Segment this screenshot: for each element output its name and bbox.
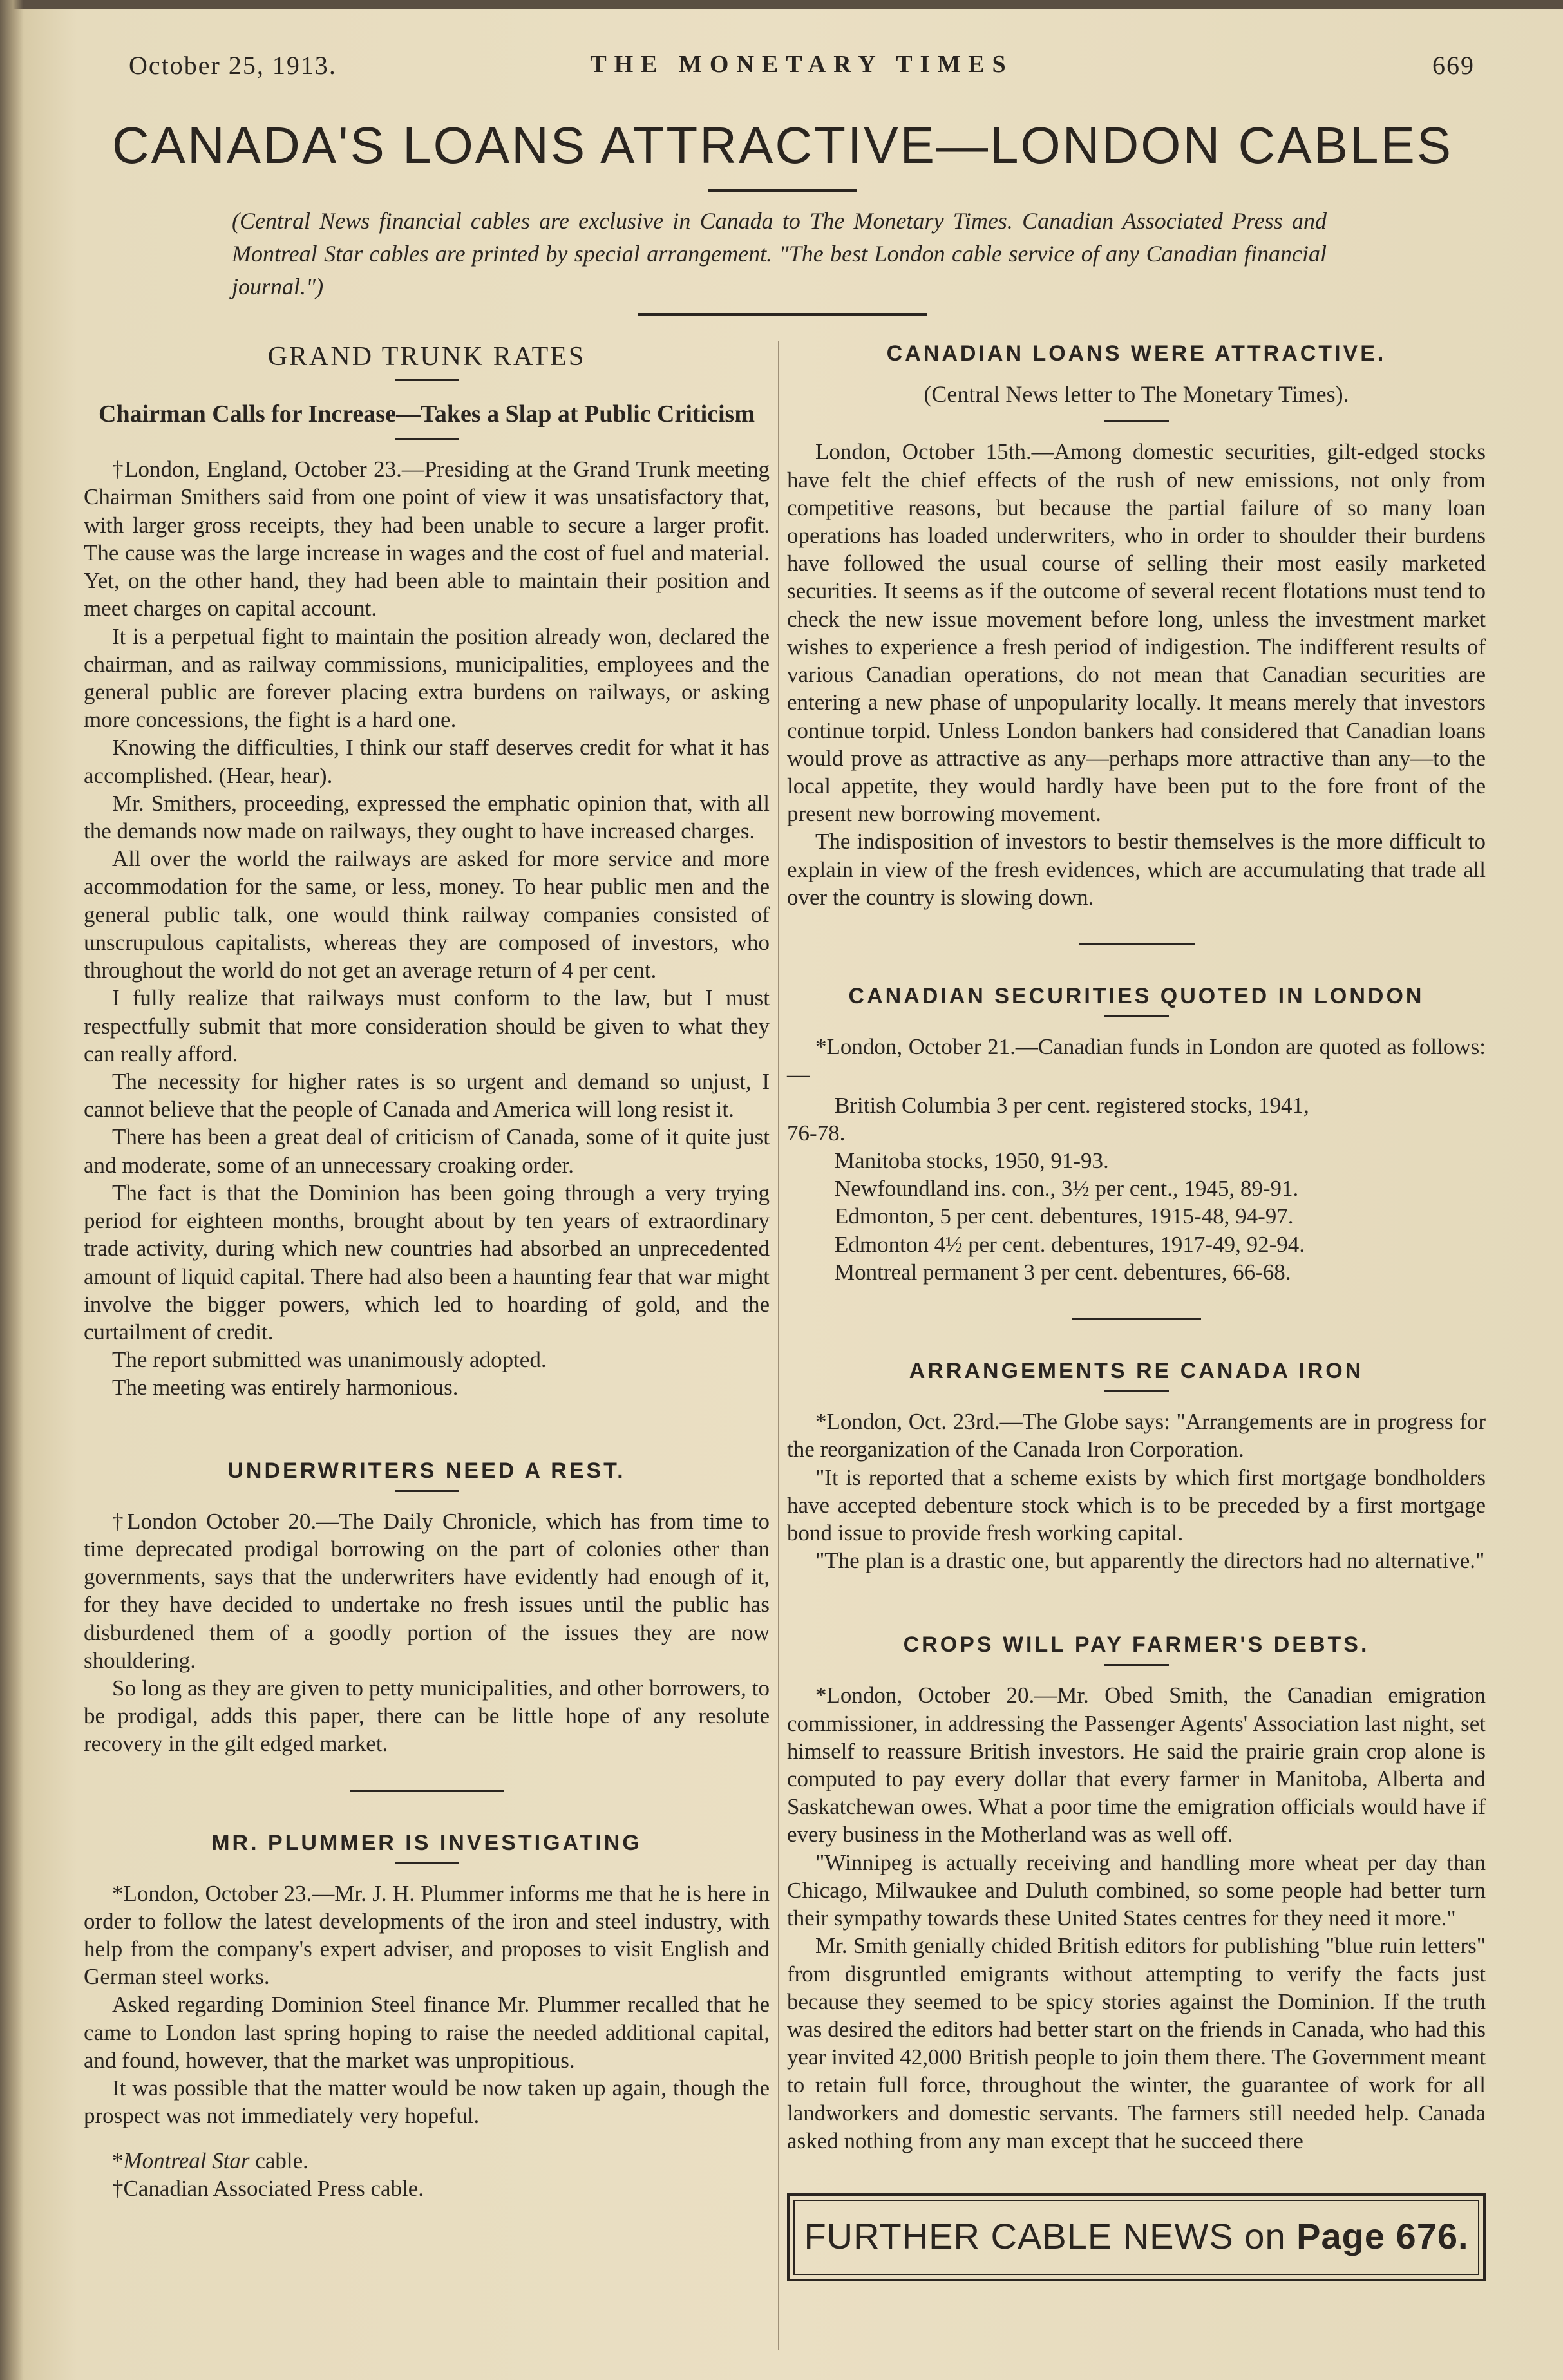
crops-article — [787, 1632, 1486, 2155]
quote-item: Manitoba stocks, 1950, 91-93. — [835, 1148, 1109, 1173]
plummer-heading: MR. PLUMMER IS INVESTIGATING — [211, 1830, 642, 1855]
paragraph: It is a perpetual fight to maintain the position already won, declared the chairman, and as railway commissions, municipalities, employees and the general public are forever placing extra burdens on railways, or asking more concessions, the fight is a hard one. — [84, 623, 770, 733]
securities-article — [787, 984, 1486, 1286]
issue-date: October 25, 1913. — [129, 51, 337, 80]
quote-item: Edmonton, 5 per cent. debentures, 1915-48, 94-97. — [835, 1204, 1294, 1229]
article-separator — [1079, 943, 1195, 945]
paragraph: *London, October 20.—Mr. Obed Smith, the Canadian emigration commissioner, in addressing the Passenger Agents' Association last night, set himself to reassure British investors. He said the prairie grain crop alone is computed to pay every dollar that every farmer in Manitoba, Alberta and Saskatchewan owes. What a poor time the emigration officials would have if every business in the Motherland was as well off. — [787, 1683, 1486, 1847]
footnote-cap: †Canadian Associated Press cable. — [112, 2176, 424, 2202]
subheading-rule — [395, 438, 459, 440]
footnote-source: Montreal Star — [123, 2148, 250, 2173]
paragraph: Knowing the difficulties, I think our staff deserves credit for what it has accomplished. (Hear, hear). — [84, 735, 770, 788]
grand-trunk-article — [84, 341, 770, 1402]
heading-rule — [395, 1490, 459, 1492]
paragraph: All over the world the railways are asked for more service and more accommodation for the same, or less, money. To hear public men and the general public talk, one would think railway companies consisted of unscrupulous capitalists, whereas they are composed of investors, who throughout the world do not get an average return of 4 per cent. — [84, 846, 770, 983]
intro-note: (Central News financial cables are exclusive in Canada to The Monetary Times. Canadian Associated Press and Montreal Star cables are printed by special arrangement. "The best London cable service of any Canadian financial journal.") — [232, 208, 1327, 300]
paragraph: *London, Oct. 23rd.—The Globe says: "Arrangements are in progress for the reorganization of the Canada Iron Corporation. — [787, 1409, 1486, 1462]
footnotes — [84, 2147, 770, 2204]
heading-rule — [395, 379, 459, 381]
article-separator — [350, 1790, 504, 1792]
underwriters-article — [84, 1459, 770, 1758]
further-cable-news-text — [793, 2200, 1479, 2275]
quote-item: Montreal permanent 3 per cent. debentures, 66-68. — [835, 1259, 1291, 1285]
canada-iron-article — [787, 1359, 1486, 1574]
paragraph: †London October 20.—The Daily Chronicle, which has from time to time deprecated prodigal borrowing on the part of colonies other than governments, says that the underwriters have evidently had enough of it, for they have decided to undertake no fresh issues until the public has disburdened them of a goodly portion of the issues they are now shouldering. — [84, 1508, 770, 1673]
paragraph: So long as they are given to petty municipalities, and other borrowers, to be prodigal, adds this paper, there can be little hope of any resolute recovery in the gilt edged market. — [84, 1675, 770, 1757]
quote-item: 76-78. — [787, 1120, 846, 1146]
article-separator — [1072, 1318, 1201, 1320]
running-head — [129, 50, 1475, 89]
crops-heading: CROPS WILL PAY FARMER'S DEBTS. — [903, 1632, 1370, 1658]
quote-item: Newfoundland ins. con., 3½ per cent., 1945, 89-91. — [835, 1176, 1299, 1202]
scan-top-edge — [0, 0, 1563, 9]
intro-rule — [638, 313, 927, 316]
paragraph: London, October 15th.—Among domestic securities, gilt-edged stocks have felt the chief effects of the rush of new emissions, not only from competitive reasons, but because the partial failure of so many loan operations has loaded underwriters, who in order to shoulder their burdens have followed the usual course of selling their most easily marketed securities. It seems as if the outcome of several recent flotations must tend to check the new issue movement before long, unless the investment market wishes to experience a fresh period of indigestion. The indifferent results of various Canadian operations, do not mean that Canadian securities are entering a new phase of unpopularity locally. It means merely that investors continue torpid. Unless London bankers had considered that Canadian loans would prove as attractive as any—perhaps more attractive than any—to the local appetite, they would hardly have been put to the fore front of the present new borrowing movement. — [787, 439, 1486, 827]
heading-rule — [1104, 1015, 1169, 1017]
binding-shadow — [0, 0, 23, 2380]
paragraph: There has been a great deal of criticism of Canada, some of it quite just and moderate, some of an unnecessary croaking order. — [84, 1124, 770, 1178]
paragraph: "It is reported that a scheme exists by which first mortgage bondholders have accepted debenture stock which is to be preceded by a first mortgage bond issue to provide fresh working capital. — [787, 1464, 1486, 1545]
canada-iron-heading: ARRANGEMENTS RE CANADA IRON — [909, 1359, 1364, 1384]
loans-attractive-article — [787, 341, 1486, 911]
paragraph: The necessity for higher rates is so urgent and demand so unjust, I cannot believe that the people of Canada and America will long resist it. — [84, 1069, 770, 1122]
quote-item: British Columbia 3 per cent. registered stocks, 1941, — [835, 1092, 1309, 1118]
paragraph: *London, October 23.—Mr. J. H. Plummer informs me that he is here in order to follow the latest developments of the iron and steel industry, with help from the company's expert adviser, and proposes to visit English and German steel works. — [84, 1880, 770, 1990]
quote-list — [787, 1091, 1486, 1287]
underwriters-heading: UNDERWRITERS NEED A REST. — [227, 1458, 626, 1483]
loans-attractive-heading: CANADIAN LOANS WERE ATTRACTIVE. — [886, 341, 1387, 366]
paper-name: THE MONETARY TIMES — [590, 51, 1014, 78]
paragraph: "Winnipeg is actually receiving and handling more wheat per day than Chicago, Milwaukee and Duluth combined, so some people had better turn their sympathy towards these United States centres for they need it more." — [787, 1849, 1486, 1931]
paragraph: †London, England, October 23.—Presiding at the Grand Trunk meeting Chairman Smithers said from one point of view it was unsatisfactory that, with larger gross receipts, they had been unable to secure a larger profit. The cause was the large increase in wages and the cost of fuel and material. Yet, on the other hand, they had been able to maintain their position and meet charges on capital account. — [84, 457, 770, 621]
securities-heading: CANADIAN SECURITIES QUOTED IN LONDON — [848, 984, 1425, 1009]
further-on: on — [1233, 2216, 1297, 2257]
heading-rule — [1104, 1664, 1169, 1666]
page-number: 669 — [1432, 51, 1475, 80]
grand-trunk-subheading: Chairman Calls for Increase—Takes a Slap at Public Criticism — [99, 401, 755, 428]
heading-rule — [395, 1862, 459, 1864]
paragraph: The indisposition of investors to bestir themselves is the more difficult to explain in view of the fresh evidences, which are accumulating that trade all over the country is slowing down. — [787, 829, 1486, 910]
paragraph: Mr. Smith genially chided British editors for publishing "blue ruin letters" from disgruntled emigrants without attempting to verify the facts just because they seemed to be spicy stories against the Dominion. If the truth was desired the editors had better start on the friends in Canada, who had this year invited 42,000 British people to join them there. The Government meant to retain full force, throughout the winter, the guarantee of work for all landworkers and domestic servants. The farmers still needed help. Canada asked nothing from any man except that he succeed there — [787, 1933, 1486, 2153]
footnote-text: cable. — [249, 2148, 308, 2173]
loans-attractive-subheading: (Central News letter to The Monetary Times). — [924, 381, 1349, 407]
grand-trunk-heading: GRAND TRUNK RATES — [267, 342, 586, 372]
paragraph: Asked regarding Dominion Steel finance Mr. Plummer recalled that he came to London last spring hoping to raise the needed additional capital, and found, however, that the market was unpropitious. — [84, 1992, 770, 2073]
heading-rule — [1104, 1390, 1169, 1392]
paragraph: *London, October 21.—Canadian funds in London are quoted as follows:— — [787, 1034, 1486, 1088]
paragraph: Mr. Smithers, proceeding, expressed the emphatic opinion that, with all the demands now made on railways, they ought to have increased charges. — [84, 790, 770, 844]
paragraph: The fact is that the Dominion has been going through a very trying period for eighteen months, brought about by ten years of extraordinary trade activity, during which new countries had absorbed an unprecedented amount of liquid capital. There had also been a haunting fear that war might involve the bigger powers, which led to hoarding of gold, and the curtailment of credit. — [84, 1180, 770, 1345]
paragraph: "The plan is a drastic one, but apparently the directors had no alternative." — [815, 1548, 1485, 1574]
further-page: Page 676. — [1296, 2216, 1469, 2257]
left-column — [84, 341, 770, 2203]
paragraph: I fully realize that railways must conform to the law, but I must respectfully submit that more consideration should be given to what they can really afford. — [84, 985, 770, 1066]
paragraph: The report submitted was unanimously adopted. — [112, 1347, 547, 1373]
footnote-montreal-star — [84, 2147, 770, 2175]
title-rule — [708, 189, 857, 192]
footnote-mark: * — [112, 2148, 124, 2173]
quote-item: Edmonton 4½ per cent. debentures, 1917-49, 92-94. — [835, 1231, 1305, 1257]
column-divider — [778, 341, 779, 2350]
page-title: CANADA'S LOANS ATTRACTIVE—LONDON CABLES — [111, 117, 1454, 174]
further-label: FURTHER CABLE NEWS — [804, 2216, 1234, 2257]
heading-rule — [1104, 420, 1169, 422]
paragraph: The meeting was entirely harmonious. — [112, 1375, 459, 1401]
further-cable-news-box — [787, 2193, 1486, 2281]
paragraph: It was possible that the matter would be now taken up again, though the prospect was not immediately very hopeful. — [84, 2075, 770, 2129]
right-column — [787, 341, 1486, 2281]
plummer-article — [84, 1831, 770, 2203]
